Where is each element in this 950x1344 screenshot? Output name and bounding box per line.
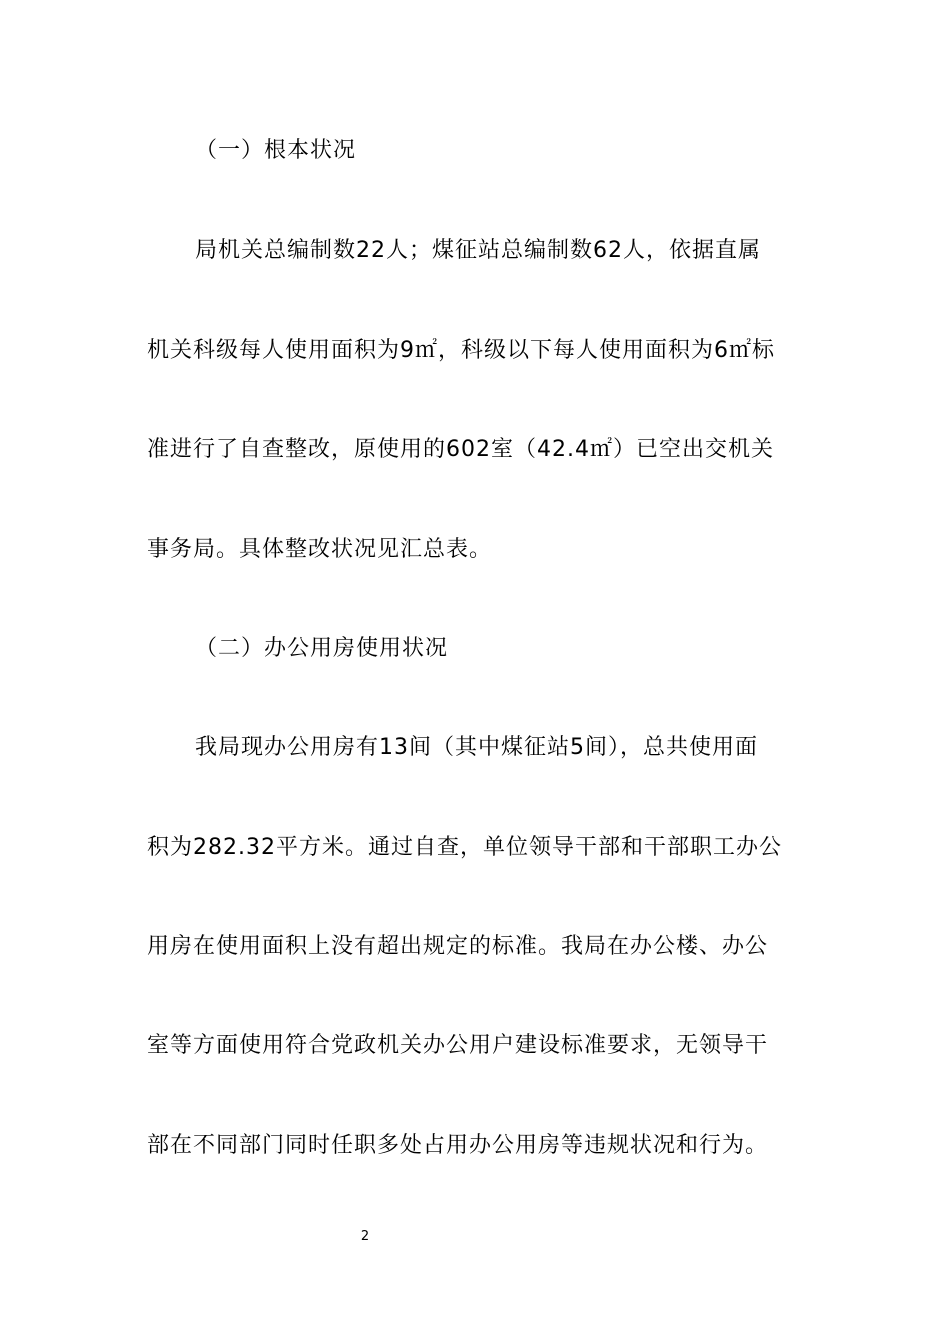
section-heading-basic-status: （一）根本状况 [195, 138, 357, 163]
paragraph-line: 事务局。具体整改状况见汇总表。 [147, 537, 493, 562]
paragraph-line: 部在不同部门同时任职多处占用办公用房等违规状况和行为。 [147, 1133, 769, 1158]
paragraph-line: 积为282.32平方米。通过自查，单位领导干部和干部职工办公 [147, 835, 782, 860]
section-heading-office-usage: （二）办公用房使用状况 [195, 636, 449, 661]
paragraph-line: 用房在使用面积上没有超出规定的标准。我局在办公楼、办公 [147, 934, 769, 959]
paragraph-line: 我局现办公用房有13间（其中煤征站5间），总共使用面 [195, 735, 758, 760]
paragraph-line: 准进行了自查整改，原使用的602室（42.4㎡）已空出交机关 [147, 437, 774, 462]
paragraph-line: 室等方面使用符合党政机关办公用户建设标准要求，无领导干 [147, 1033, 769, 1058]
paragraph-line: 机关科级每人使用面积为9㎡，科级以下每人使用面积为6㎡标 [147, 338, 775, 363]
paragraph-line: 局机关总编制数22人；煤征站总编制数62人，依据直属 [195, 238, 761, 263]
page-number: 2 [360, 1229, 370, 1244]
